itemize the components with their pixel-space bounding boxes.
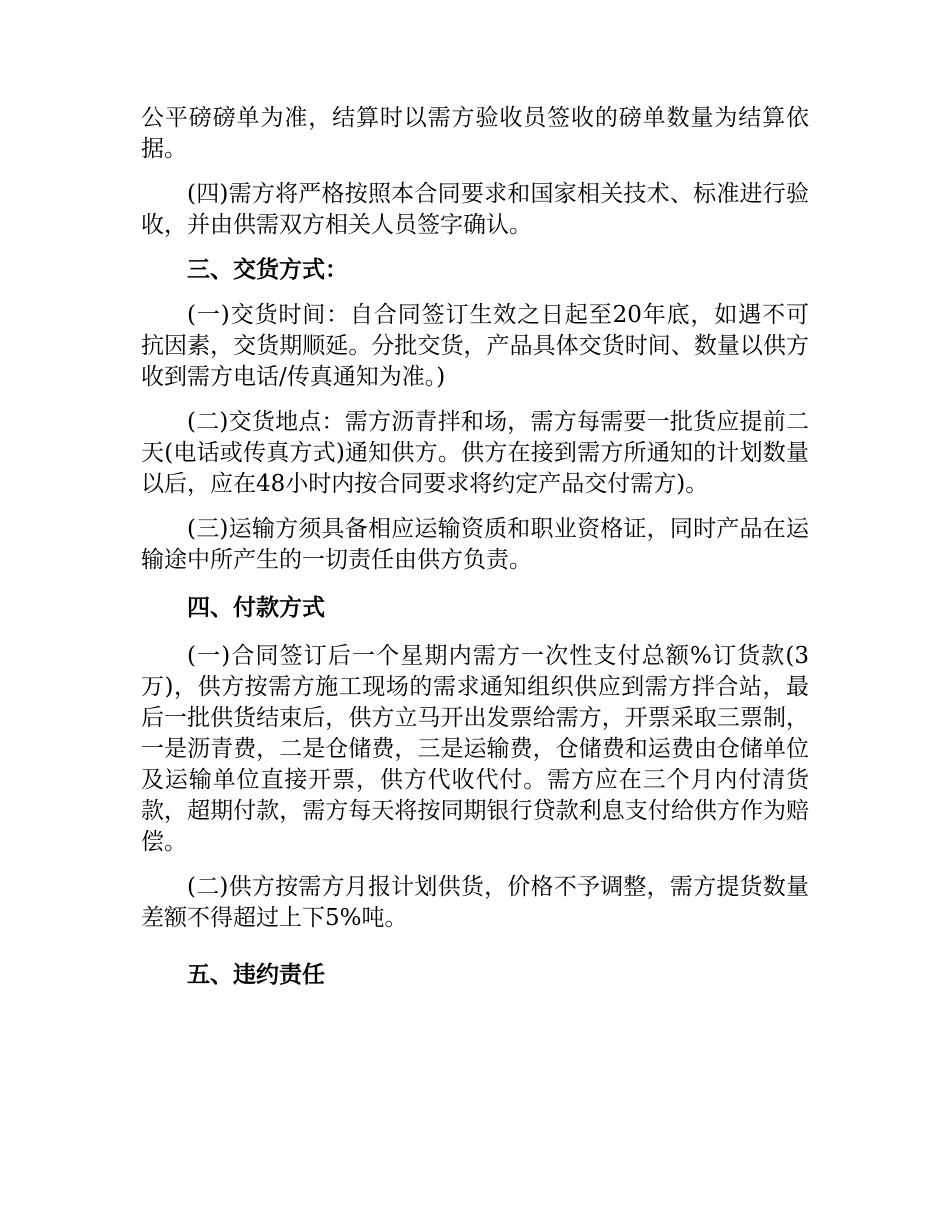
document-body [141, 103, 809, 991]
paragraph-delivery-location: (二)交货地点：需方沥青拌和场，需方每需要一批货应提前二天(电话或传真方式)通知供方。供方在接到需方所通知的计划数量以后，应在48小时内按合同要求将约定产品交付需方)。 [141, 409, 809, 497]
paragraph-acceptance-4: (四)需方将严格按照本合同要求和国家相关技术、标准进行验收，并由供需双方相关人员签字确认。 [141, 181, 809, 238]
paragraph-delivery-transport: (三)运输方须具备相应运输资质和职业资格证，同时产品在运输途中所产生的一切责任由供方负责。 [141, 516, 809, 573]
paragraph-delivery-time: (一)交货时间：自合同签订生效之日起至20年底，如遇不可抗因素，交货期顺延。分批交货，产品具体交货时间、数量以供方收到需方电话/传真通知为准。) [141, 302, 809, 390]
section-heading-payment: 四、付款方式 [187, 595, 325, 621]
section-heading-delivery: 三、交货方式： [187, 257, 348, 283]
section-heading-breach: 五、违约责任 [187, 962, 325, 988]
paragraph-payment-2: (二)供方按需方月报计划供货，价格不予调整，需方提货数量差额不得超过上下5%吨。 [141, 874, 809, 931]
paragraph-payment-1: (一)合同签订后一个星期内需方一次性支付总额%订货款(3万)，供方按需方施工现场的需求通知组织供应到需方拌合站，最后一批供货结束后，供方立马开出发票给需方，开票采取三票制，一是沥青费，二是仓储费，三是运输费，仓储费和运费由仓储单位及运输单位直接开票，供方代收代付。需方应在三个月内付清货款，超期付款，需方每天将按同期银行贷款利息支付给供方作为赔偿。 [141, 643, 809, 855]
paragraph-weighing-basis: 公平磅磅单为准，结算时以需方验收员签收的磅单数量为结算依据。 [141, 105, 809, 162]
